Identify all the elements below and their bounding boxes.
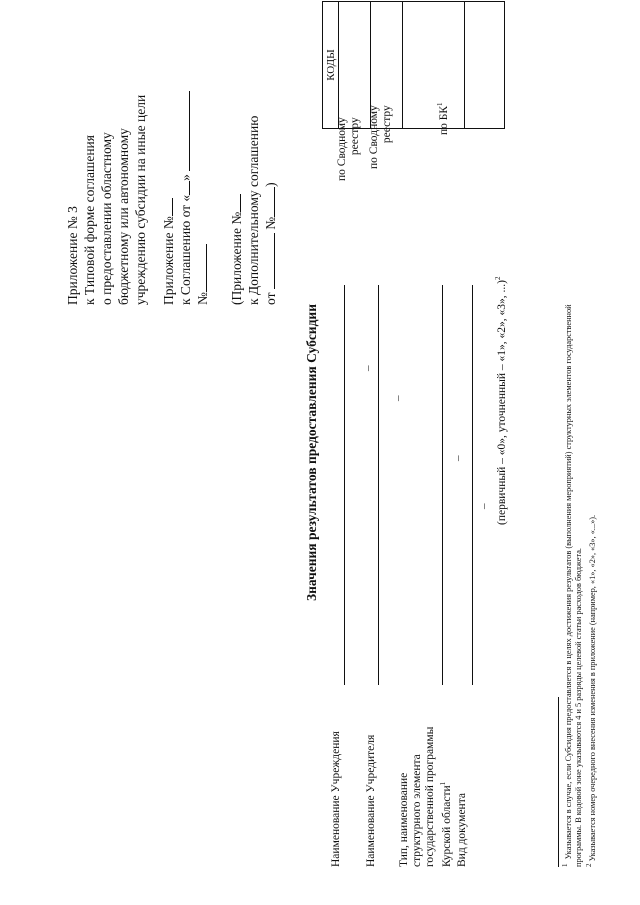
number-sign: № — [195, 292, 210, 305]
quote-close: » — [178, 174, 193, 181]
paren-appendix-line — [228, 116, 245, 305]
code-cell-svod-2[interactable] — [371, 2, 403, 129]
page-title: Значения результатов предоставления Субсидии — [304, 304, 319, 601]
additional-agreement-label: к Дополнительному соглашению — [246, 115, 261, 305]
institution-fill-line[interactable] — [344, 285, 345, 685]
sub-appendix-block — [160, 91, 211, 305]
program-element-line: Тип, наименование — [398, 772, 410, 867]
doc-type-hint: (первичный – «0», уточненный – «1», «2», «3», ...)$^2$ — [494, 276, 508, 525]
number-blank-2 — [262, 187, 275, 217]
program-element-fill-line[interactable] — [442, 285, 443, 685]
additional-agreement-date-line — [262, 116, 279, 305]
agreement-date-line — [177, 91, 194, 305]
svod-registry-label-2: по Сводному реестру — [368, 105, 393, 169]
founder-fill-line[interactable] — [378, 285, 379, 685]
footnote-ref: 2 — [494, 276, 502, 280]
paren-appendix-blank — [228, 194, 241, 212]
program-element-line: государственной программы — [424, 726, 436, 867]
doc-type-fill-line[interactable] — [472, 285, 473, 685]
number-sign-2: № — [263, 216, 278, 230]
sub-appendix-label: Приложение № — [161, 216, 176, 305]
footnote-ref: 1 — [436, 102, 444, 106]
codes-header: КОДЫ — [323, 2, 339, 129]
footnote-1: $^1$ Указывается в случае, если Субсидия предоставляется в целях достижения результатов (выполнения мероприятий) структурных элементов государственной — [561, 304, 573, 867]
founder-dash: – — [362, 365, 374, 371]
program-element-line: структурного элемента — [411, 754, 423, 867]
close-paren: ) — [263, 182, 278, 187]
header-line: учреждению субсидии на иные цели — [133, 94, 148, 305]
header-line: бюджетному или автономному — [116, 128, 131, 305]
doc-type-dash: – — [478, 503, 490, 509]
footnote-ref: 1 — [439, 781, 447, 786]
appendix-header — [64, 95, 149, 305]
code-cell-doc[interactable] — [465, 2, 505, 129]
svod-registry-label-1: по Сводному реестру — [336, 117, 361, 181]
agreement-number-line — [194, 91, 211, 305]
header-line: о предоставлении областному — [99, 132, 114, 305]
footnote-separator — [558, 697, 559, 867]
code-cell-svod-1[interactable] — [339, 2, 371, 129]
program-element-line: Курской области$^1$ — [439, 781, 453, 867]
code-cell-bk[interactable] — [403, 2, 465, 129]
appendix-number: Приложение № 3 — [65, 206, 80, 305]
founder-dash-2: – — [392, 395, 404, 401]
sub-appendix-blank — [160, 198, 173, 216]
agreement-number-blank — [194, 244, 207, 292]
month-year-blank — [177, 91, 190, 171]
codes-table — [322, 1, 505, 129]
date-blank — [262, 233, 275, 289]
day-blank — [177, 181, 190, 195]
sub-appendix-line — [160, 91, 177, 305]
program-dash: – — [452, 455, 464, 461]
footnote-2: $^2$ Указывается номер очередного внесения изменения в приложение (например, «1», «2», «3», «...»). — [584, 514, 597, 867]
agreement-from-label: к Соглашению от « — [178, 194, 193, 305]
footnotes — [560, 304, 598, 867]
doc-type-label: Вид документа — [456, 793, 468, 867]
header-line: к Типовой форме соглашения — [82, 135, 97, 305]
footnote-1-cont: программы. В кодовой зоне указываются 4 и 5 разряды целевой статьи расходов бюджета. — [573, 548, 583, 867]
founder-label: Наименование Учредителя — [365, 734, 377, 867]
bk-label: по $БК^1$ — [436, 102, 450, 135]
paren-appendix-label: (Приложение № — [229, 211, 244, 305]
institution-label: Наименование Учреждения — [330, 731, 342, 867]
additional-agreement-block — [228, 116, 279, 305]
from-label: от — [263, 292, 278, 305]
program-element-label — [398, 727, 454, 867]
